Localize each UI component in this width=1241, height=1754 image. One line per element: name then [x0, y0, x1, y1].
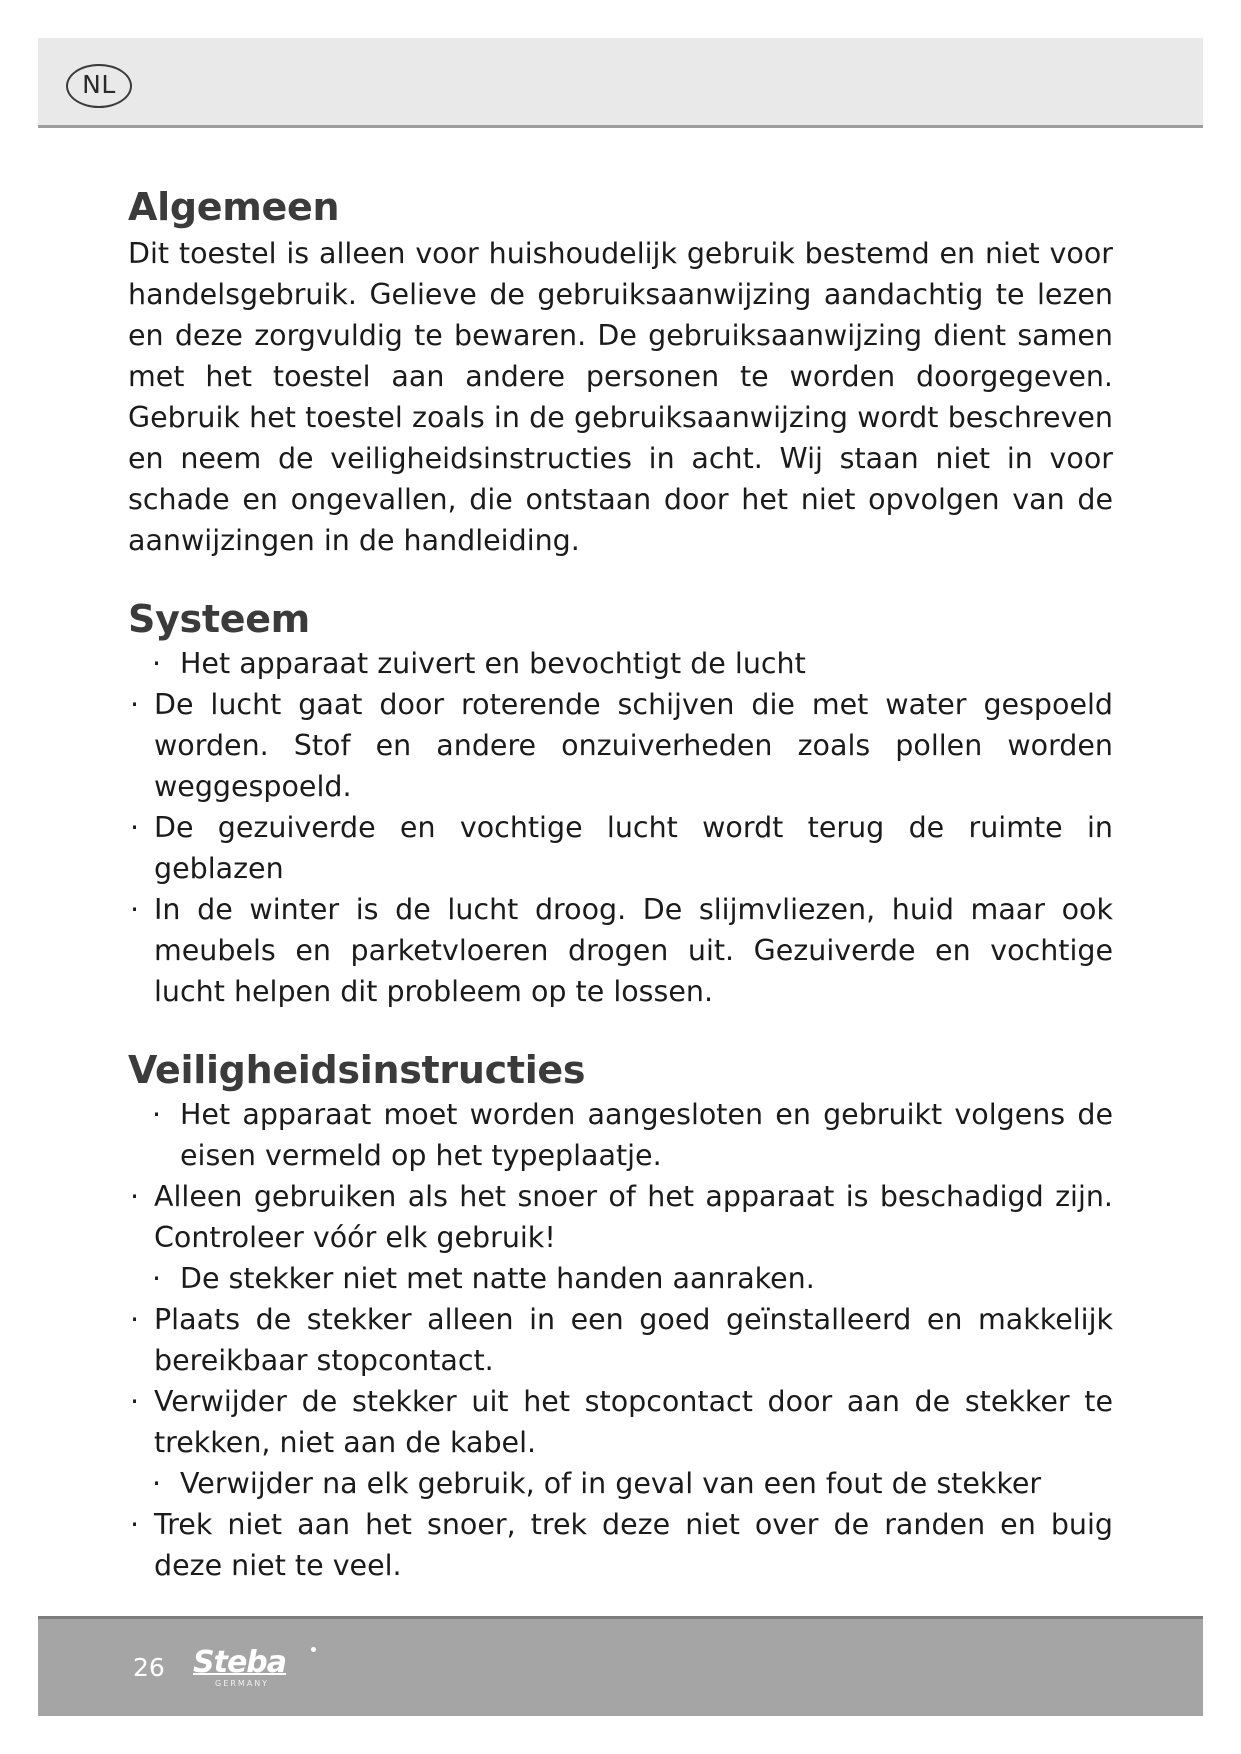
- page-footer: [38, 1616, 1203, 1716]
- brand-dot-icon: [311, 1647, 316, 1652]
- bullet-icon: ·: [152, 1262, 162, 1295]
- list-item: [128, 643, 1113, 684]
- veiligheid-list: [128, 1094, 1113, 1586]
- bullet-icon: ·: [130, 1385, 140, 1418]
- bullet-icon: ·: [130, 1303, 140, 1336]
- list-item: [128, 1299, 1113, 1381]
- list-item-text: Het apparaat zuivert en bevochtigt de lucht: [180, 647, 806, 680]
- bullet-icon: ·: [130, 688, 140, 721]
- bullet-icon: ·: [152, 647, 162, 680]
- section-heading: Veiligheidsinstructies: [128, 1048, 586, 1092]
- list-item: [128, 1258, 1113, 1299]
- brand-subtitle: GERMANY: [215, 1679, 270, 1688]
- list-item-text: Trek niet aan het snoer, trek deze niet over de randen en buig deze niet te veel.: [154, 1508, 1113, 1582]
- language-badge: NL: [66, 64, 132, 108]
- brand-name: Steba: [193, 1645, 287, 1680]
- section-heading: Algemeen: [128, 185, 340, 229]
- page-number: 26: [133, 1653, 165, 1682]
- bullet-icon: ·: [130, 811, 140, 844]
- list-item-text: De lucht gaat door roterende schijven die met water gespoeld worden. Stof en andere onzuiverheden zoals pollen worden weggespoeld.: [154, 688, 1113, 803]
- list-item-text: In de winter is de lucht droog. De slijmvliezen, huid maar ook meubels en parketvloeren drogen uit. Gezuiverde en vochtige lucht helpen dit probleem op te lossen.: [154, 893, 1113, 1008]
- list-item: [128, 807, 1113, 889]
- list-item-text: De stekker niet met natte handen aanraken.: [180, 1262, 815, 1295]
- systeem-list: [128, 643, 1113, 1012]
- list-item: [128, 1504, 1113, 1586]
- list-item-text: Verwijder na elk gebruik, of in geval van een fout de stekker: [180, 1467, 1042, 1500]
- section-systeem: [128, 597, 1113, 1012]
- list-item: [128, 1463, 1113, 1504]
- list-item: [128, 1381, 1113, 1463]
- section-veiligheidsinstructies: [128, 1048, 1113, 1586]
- list-item-text: Alleen gebruiken als het snoer of het apparaat is beschadigd zijn. Controleer vóór elk gebruik!: [154, 1180, 1113, 1254]
- page-header: [38, 38, 1203, 128]
- list-item: [128, 889, 1113, 1012]
- bullet-icon: ·: [152, 1098, 162, 1131]
- list-item-text: Plaats de stekker alleen in een goed geïnstalleerd en makkelijk bereikbaar stopcontact.: [154, 1303, 1113, 1377]
- list-item: [128, 1176, 1113, 1258]
- list-item-text: De gezuiverde en vochtige lucht wordt terug de ruimte in geblazen: [154, 811, 1113, 885]
- bullet-icon: ·: [130, 893, 140, 926]
- bullet-icon: ·: [130, 1180, 140, 1213]
- list-item: [128, 684, 1113, 807]
- section-paragraph: Dit toestel is alleen voor huishoudelijk gebruik bestemd en niet voor handelsgebruik. Gelieve de gebruiksaanwijzing aandachtig te lezen en deze zorgvuldig te bewaren. De gebruiksaanwijzing dient samen met het toestel aan andere personen te worden doorgegeven. Gebruik het toestel zoals in de gebruiksaanwijzing wordt beschreven en neem de veiligheidsinstructies in acht. Wij staan niet in voor schade en ongevallen, die ontstaan door het niet opvolgen van de aanwijzingen in de handleiding.: [128, 237, 1113, 557]
- bullet-icon: ·: [152, 1467, 162, 1500]
- section-algemeen: [128, 185, 1113, 561]
- section-heading: Systeem: [128, 597, 310, 641]
- list-item-text: Het apparaat moet worden aangesloten en gebruikt volgens de eisen vermeld op het typeplaatje.: [180, 1098, 1113, 1172]
- list-item: [128, 1094, 1113, 1176]
- brand-logo: [193, 1645, 363, 1691]
- page-content: [128, 185, 1113, 1622]
- list-item-text: Verwijder de stekker uit het stopcontact door aan de stekker te trekken, niet aan de kabel.: [154, 1385, 1113, 1459]
- bullet-icon: ·: [130, 1508, 140, 1541]
